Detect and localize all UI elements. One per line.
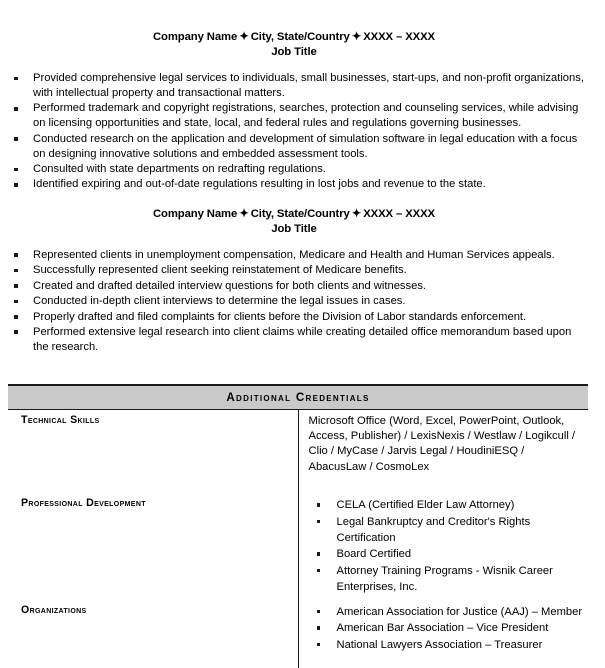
section-title: Additional Credentials (226, 390, 370, 404)
row-label-technical-skills: Technical Skills (8, 409, 298, 479)
list-item: Consulted with state departments on redrafting regulations. (0, 162, 588, 177)
separator-star-icon: ✦ (351, 207, 362, 220)
job-dates: XXXX – XXXX (363, 207, 435, 220)
job-title: Job Title (271, 45, 317, 58)
list-item: Board Certified (309, 546, 585, 562)
table-row (8, 493, 588, 600)
job-dates: XXXX – XXXX (363, 31, 435, 43)
table-bottom-spacer-row (8, 657, 588, 668)
list-item: Performed trademark and copyright registrations, searches, protection and counseling services, while advising on licensing opportunities and state, local, and federal rules and regulations governing businesses. (0, 101, 588, 131)
separator-star-icon: ✦ (239, 207, 249, 220)
separator-star-icon: ✦ (239, 31, 249, 43)
experience-entry-1 (0, 0, 605, 192)
organizations-list (309, 604, 585, 653)
additional-credentials-section (8, 384, 588, 668)
spacer-value-cell (298, 657, 588, 668)
list-item: Conducted in-depth client interviews to determine the legal issues in cases. (0, 294, 588, 309)
table-row (8, 600, 588, 657)
job-location: City, State/Country (250, 31, 350, 43)
job-header-1 (0, 30, 588, 59)
list-item: CELA (Certified Elder Law Attorney) (309, 497, 585, 513)
row-label-professional-development: Professional Development (8, 493, 298, 600)
spacer-label-cell (8, 479, 298, 493)
list-item: National Lawyers Association – Treasurer (309, 637, 585, 653)
list-item: American Bar Association – Vice President (309, 620, 585, 636)
company-name: Company Name (153, 207, 238, 220)
job-title: Job Title (271, 222, 317, 235)
job-location: City, State/Country (250, 207, 350, 220)
list-item: Represented clients in unemployment compensation, Medicare and Health and Human Services appeals. (0, 248, 588, 263)
list-item: Created and drafted detailed interview questions for both clients and witnesses. (0, 279, 588, 294)
list-item: Provided comprehensive legal services to individuals, small businesses, start-ups, and non-profit organizations, with intellectual property and transactional matters. (0, 71, 588, 101)
professional-development-list (309, 497, 585, 596)
separator-star-icon: ✦ (351, 31, 362, 43)
list-item: Attorney Training Programs - Wisnik Career Enterprises, Inc. (309, 563, 585, 596)
row-value-technical-skills: Microsoft Office (Word, Excel, PowerPoint, Outlook, Access, Publisher) / LexisNexis / Westlaw / Logikcull / Clio / MyCase / Jarvis Legal / HoudiniESQ / AbacusLaw / CosmoLex (308, 414, 576, 473)
job-header-2 (0, 207, 588, 236)
table-row (8, 409, 588, 479)
credentials-header-row (8, 385, 588, 410)
list-item: Conducted research on the application and development of simulation software in legal education with a focus on designing innovative solutions and embedded assessment tools. (0, 132, 588, 162)
responsibility-list-2 (0, 248, 588, 355)
credentials-header-cell (8, 385, 588, 410)
responsibility-list-1 (0, 71, 588, 192)
row-value-organizations (298, 600, 588, 657)
list-item: Identified expiring and out-of-date regulations resulting in lost jobs and revenue to the state. (0, 177, 588, 192)
row-value-professional-development (298, 493, 588, 600)
list-item: Legal Bankruptcy and Creditor's Rights Certification (309, 514, 585, 547)
list-item: Properly drafted and filed complaints for clients before the Division of Labor standards enforcement. (0, 310, 588, 325)
spacer-value-cell (298, 479, 588, 493)
row-label-organizations: Organizations (8, 600, 298, 657)
credentials-table (8, 384, 588, 668)
list-item: American Association for Justice (AAJ) – Member (309, 604, 585, 620)
table-spacer-row (8, 479, 588, 493)
list-item: Performed extensive legal research into client claims while creating detailed office memorandum based upon the research. (0, 325, 588, 355)
spacer-label-cell (8, 657, 298, 668)
list-item: Successfully represented client seeking reinstatement of Medicare benefits. (0, 263, 588, 278)
experience-entry-2 (0, 193, 605, 355)
company-name: Company Name (153, 31, 238, 43)
